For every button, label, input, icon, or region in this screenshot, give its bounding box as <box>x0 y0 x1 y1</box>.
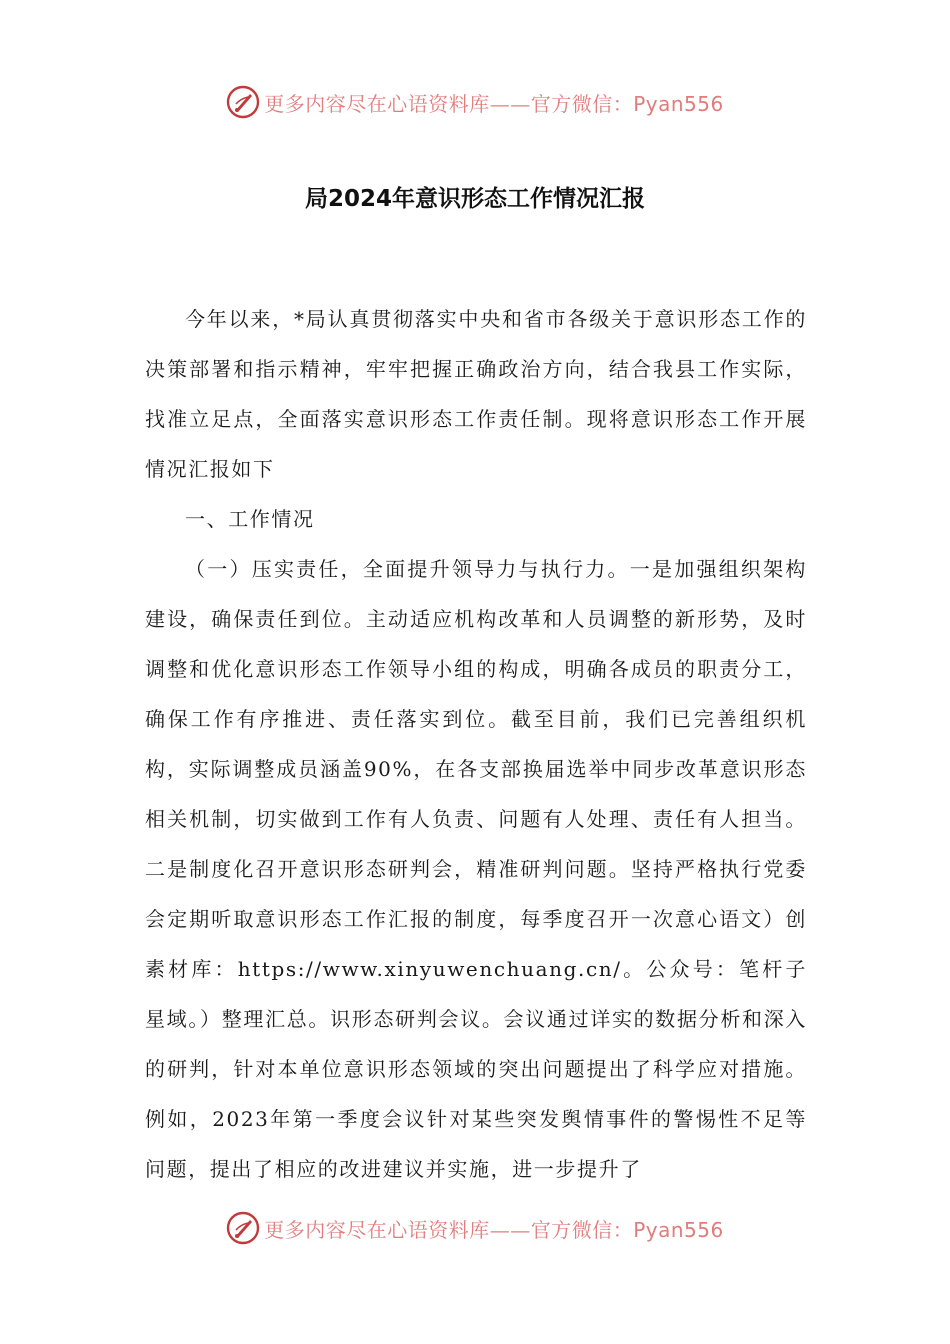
banner-site-text: 更多内容尽在心语资料库 <box>264 91 490 116</box>
banner-text <box>264 88 724 117</box>
document-body <box>145 294 807 1194</box>
footer-banner <box>0 1208 950 1248</box>
paragraph-section-one: （一）压实责任，全面提升领导力与执行力。一是加强组织架构建设，确保责任到位。主动适应机构改革和人员调整的新形势，及时调整和优化意识形态工作领导小组的构成，明确各成员的职责分工，确保工作有序推进、责任落实到位。截至目前，我们已完善组织机构，实际调整成员涵盖90%，在各支部换届选举中同步改革意识形态相关机制，切实做到工作有人负责、问题有人处理、责任有人担当。二是制度化召开意识形态研判会，精准研判问题。坚持严格执行党委会定期听取意识形态工作汇报的制度，每季度召开一次意心语文）创素材库：https://www.xinyuwenchuang.cn/。公众号：笔杆子星域。）整理汇总。识形态研判会议。会议通过详实的数据分析和深入的研判，针对本单位意识形态领域的突出问题提出了科学应对措施。例如，2023年第一季度会议针对某些突发舆情事件的警惕性不足等问题，提出了相应的改进建议并实施，进一步提升了 <box>145 557 807 1181</box>
quill-logo-icon <box>226 1211 260 1245</box>
banner-site-text: 更多内容尽在心语资料库 <box>264 1217 490 1242</box>
banner-dash: —— <box>489 91 531 116</box>
header-banner <box>0 82 950 122</box>
document-title: 局2024年意识形态工作情况汇报 <box>304 186 645 212</box>
banner-dash: —— <box>489 1217 531 1242</box>
quill-logo-icon <box>226 85 260 119</box>
banner-contact: 官方微信：Pyan556 <box>530 1217 724 1242</box>
banner-contact: 官方微信：Pyan556 <box>530 91 724 116</box>
paragraph-intro: 今年以来，*局认真贯彻落实中央和省市各级关于意识形态工作的决策部署和指示精神，牢牢把握正确政治方向，结合我县工作实际，找准立足点，全面落实意识形态工作责任制。现将意识形态工作开展情况汇报如下 <box>145 307 807 481</box>
section-heading: 一、工作情况 <box>185 507 315 531</box>
banner-text <box>264 1214 724 1243</box>
